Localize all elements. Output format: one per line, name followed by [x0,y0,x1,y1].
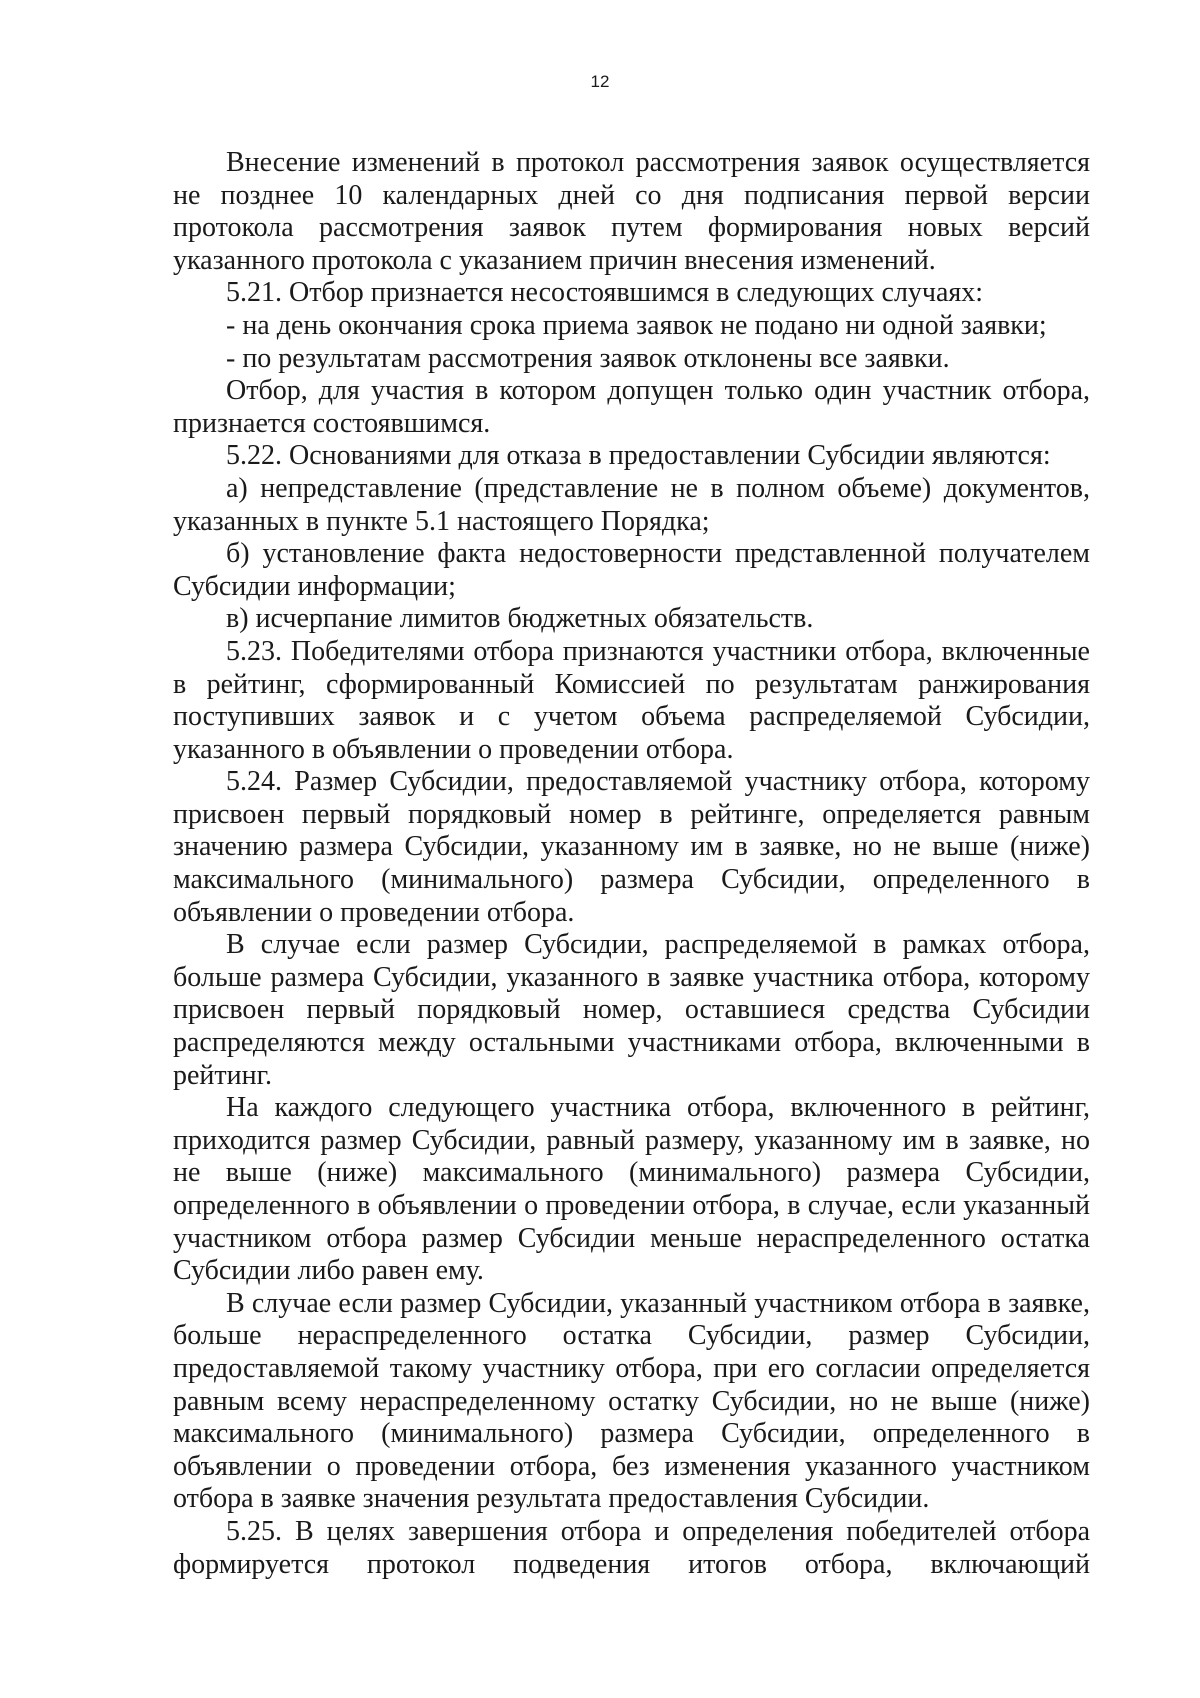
list-item-all-rejected: - по результатам рассмотрения заявок отклонены все заявки. [226,342,950,374]
paragraph-5-22: 5.22. Основаниями для отказа в предоставлении Субсидии являются: [226,440,1051,472]
paragraph-5-21: 5.21. Отбор признается несостоявшимся в следующих случаях: [226,277,984,309]
page-number: 12 [590,72,610,91]
paragraph-undistributed-balance: В случае если размер Субсидии, указанный участником отбора в заявке, больше нераспределенного остатка Субсидии, размер Субсидии, предоставляемой такому участнику отбора, при его согласии определяется равным всему нераспределенному остатку Субсидии, но не выше (ниже) максимального (минимального) размера Субсидии, определенного в объявлении о проведении отбора, без изменения указанного участником отбора в заявке значения результата предоставления Субсидии. [173,1287,1090,1515]
paragraph-5-24: 5.24. Размер Субсидии, предоставляемой участнику отбора, которому присвоен первый порядковый номер в рейтинге, определяется равным значению размера Субсидии, указанному им в заявке, но не выше (ниже) максимального (минимального) размера Субсидии, определенного в объявлении о проведении отбора. [173,766,1090,928]
paragraph-protocol-changes: Внесение изменений в протокол рассмотрения заявок осуществляется не позднее 10 календарных дней со дня подписания первой версии протокола рассмотрения заявок путем формирования новых версий указанного протокола с указанием причин внесения изменений. [173,147,1090,276]
list-item-c: в) исчерпание лимитов бюджетных обязательств. [226,603,814,635]
document-body [173,147,1090,1581]
list-item-no-applications: - на день окончания срока приема заявок не подано ни одной заявки; [226,309,1047,341]
paragraph-5-25: 5.25. В целях завершения отбора и определения победителей отбора формируется протокол подведения итогов отбора, включающий [173,1515,1090,1580]
list-item-b: б) установление факта недостоверности представленной получателем Субсидии информации; [173,538,1090,602]
list-item-a: а) непредставление (представление не в полном объеме) документов, указанных в пункте 5.1 настоящего Порядка; [173,472,1090,537]
paragraph-remaining-funds: В случае если размер Субсидии, распределяемой в рамках отбора, больше размера Субсидии, указанного в заявке участника отбора, которому присвоен первый порядковый номер, оставшиеся средства Субсидии распределяются между остальными участниками отбора, включенными в рейтинг. [173,929,1090,1091]
paragraph-5-23: 5.23. Победителями отбора признаются участники отбора, включенные в рейтинг, сформированный Комиссией по результатам ранжирования поступивших заявок и с учетом объема распределяемой Субсидии, указанного в объявлении о проведении отбора. [173,635,1090,765]
paragraph-single-participant: Отбор, для участия в котором допущен только один участник отбора, признается состоявшимся. [173,375,1090,439]
paragraph-next-participant: На каждого следующего участника отбора, включенного в рейтинг, приходится размер Субсидии, равный размеру, указанному им в заявке, но не выше (ниже) максимального (минимального) размера Субсидии, определенного в объявлении о проведении отбора, в случае, если указанный участником отбора размер Субсидии меньше нераспределенного остатка Субсидии либо равен ему. [173,1092,1090,1287]
